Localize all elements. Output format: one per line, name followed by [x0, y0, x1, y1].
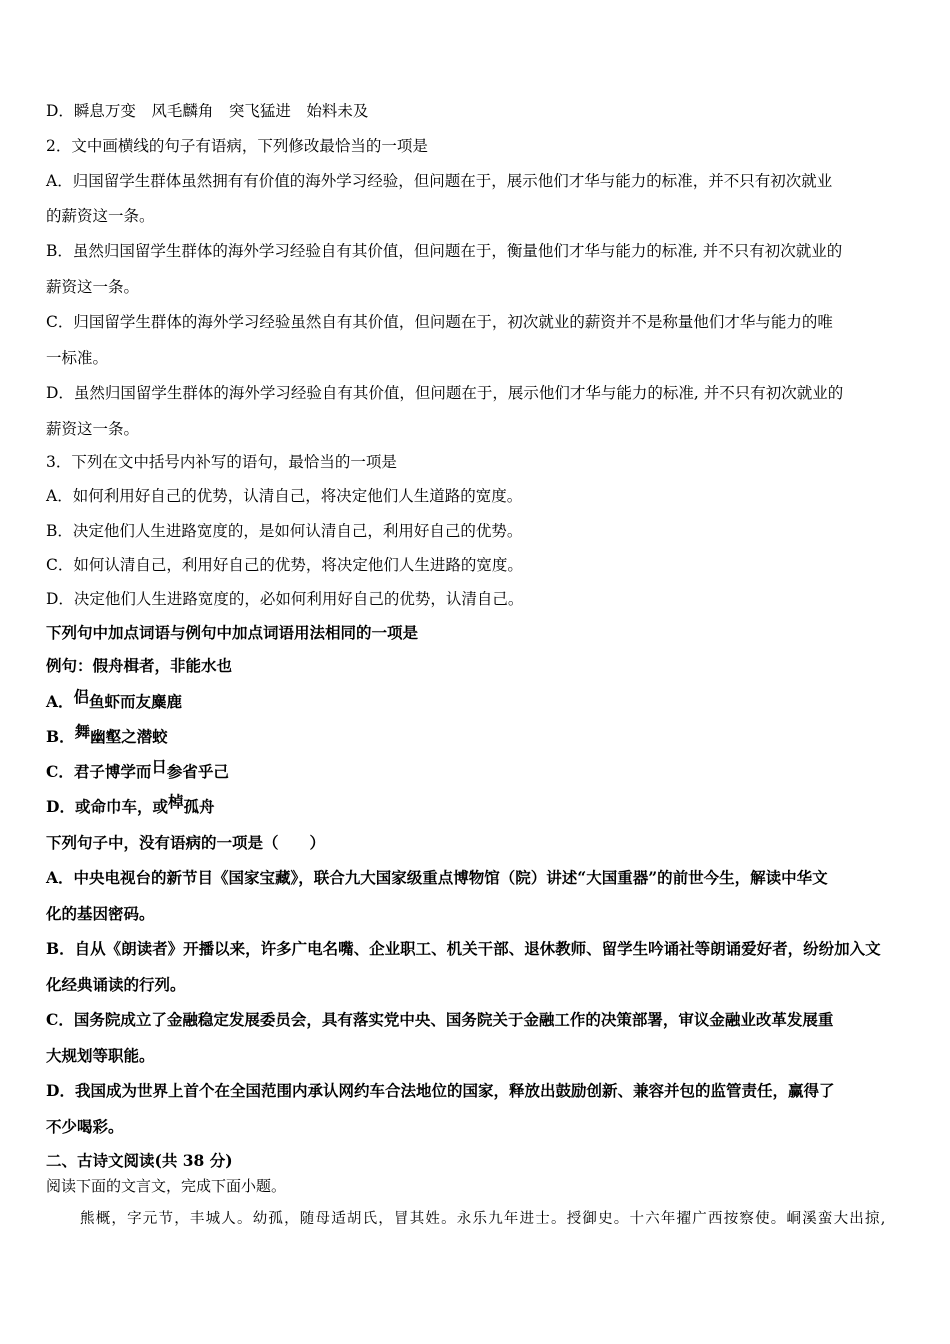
q3-option-c: C．如何认清自己，利用好自己的优势，将决定他们人生进路的宽度。 — [46, 556, 523, 574]
prev-question-option-d: D．瞬息万变 风毛麟角 突飞猛进 始料未及 — [46, 102, 369, 120]
q5-option-b-line1: B．自从《朗读者》开播以来，许多广电名嘴、企业职工、机关干部、退休教师、留学生吟诵社等朗诵爱好者，纷纷加入文 — [46, 939, 881, 958]
q2-stem: 2．文中画横线的句子有语病，下列修改最恰当的一项是 — [46, 137, 428, 155]
q5-option-b-line2: 化经典诵读的行列。 — [46, 975, 186, 994]
q5-option-a-line2: 化的基因密码。 — [46, 904, 155, 923]
q5-option-c-line1: C．国务院成立了金融稳定发展委员会，具有落实党中央、国务院关于金融工作的决策部署，审议金融业改革发展重 — [46, 1010, 834, 1029]
q5-option-c-line2: 大规划等职能。 — [46, 1046, 155, 1065]
q3-option-b: B．决定他们人生进路宽度的，是如何认清自己，利用好自己的优势。 — [46, 522, 523, 540]
dotted-word: 日 — [151, 757, 167, 776]
q2-option-a-line1: A．归国留学生群体虽然拥有有价值的海外学习经验，但问题在于，展示他们才华与能力的标准，并不只有初次就业 — [46, 172, 833, 190]
q2-option-b-line1: B．虽然归国留学生群体的海外学习经验自有其价值，但问题在于，衡量他们才华与能力的标准, 并不只有初次就业的 — [46, 242, 843, 260]
q4-example: 例句：假舟楫者，非能水也 — [46, 656, 233, 675]
q2-option-c-line1: C．归国留学生群体的海外学习经验虽然自有其价值，但问题在于，初次就业的薪资并不是称量他们才华与能力的唯 — [46, 313, 833, 331]
section-instruction: 阅读下面的文言文，完成下面小题。 — [46, 1177, 287, 1195]
q3-stem: 3．下列在文中括号内补写的语句，最恰当的一项是 — [46, 453, 397, 471]
q4-option-c: C．君子博学而日参省乎己 — [46, 757, 229, 781]
q4-option-b: B．舞幽壑之潜蛟 — [46, 722, 168, 746]
q5-stem: 下列句子中，没有语病的一项是（ ） — [46, 833, 326, 852]
q5-option-d-line1: D．我国成为世界上首个在全国范围内承认网约车合法地位的国家，释放出鼓励创新、兼容并包的监管责任，赢得了 — [46, 1081, 835, 1100]
q3-option-a: A．如何利用好自己的优势，认清自己，将决定他们人生道路的宽度。 — [46, 487, 523, 505]
section-heading: 二、古诗文阅读(共 38 分) — [46, 1151, 233, 1170]
q2-option-d-line1: D．虽然归国留学生群体的海外学习经验自有其价值，但问题在于，展示他们才华与能力的标准, 并不只有初次就业的 — [46, 384, 844, 402]
q3-option-d: D．决定他们人生进路宽度的，必如何利用好自己的优势，认清自己。 — [46, 590, 524, 608]
dotted-word: 舞 — [74, 722, 91, 741]
q2-option-d-line2: 薪资这一条。 — [46, 420, 140, 438]
passage-line-1: 熊概，字元节，丰城人。幼孤，随母适胡氏，冒其姓。永乐九年进士。授御史。十六年擢广西按察使。峒溪蛮大出掠, — [80, 1211, 887, 1227]
q4-option-a: A．侣鱼虾而友麋鹿 — [46, 687, 183, 711]
q2-option-c-line2: 一标准。 — [46, 349, 109, 367]
q4-option-d: D．或命巾车，或棹孤舟 — [46, 792, 215, 816]
q4-stem: 下列句中加点词语与例句中加点词语用法相同的一项是 — [46, 623, 419, 642]
dotted-word: 侣 — [73, 687, 90, 706]
q5-option-a-line1: A．中央电视台的新节目《国家宝藏》，联合九大国家级重点博物馆（院）讲述“大国重器”的前世今生，解读中华文 — [46, 868, 828, 887]
q2-option-b-line2: 薪资这一条。 — [46, 278, 140, 296]
q5-option-d-line2: 不少喝彩。 — [46, 1117, 124, 1136]
dotted-word: 棹 — [167, 792, 184, 811]
q2-option-a-line2: 的薪资这一条。 — [46, 207, 155, 225]
